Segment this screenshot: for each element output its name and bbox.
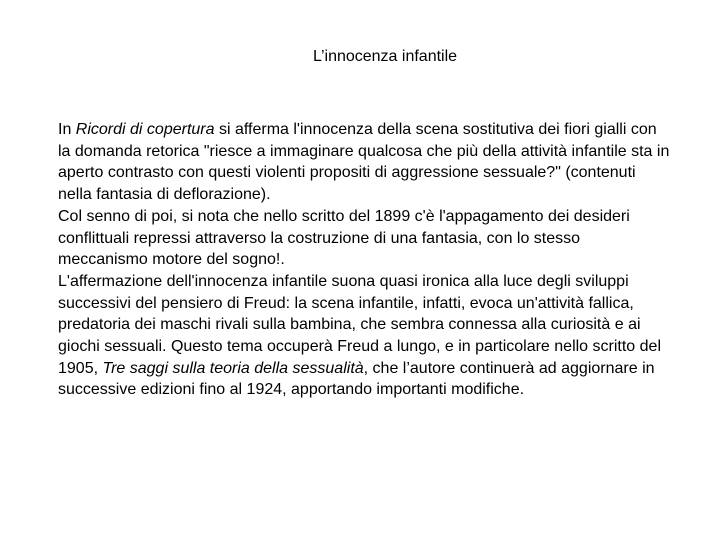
paragraph-ricordi-rest: si afferma l'innocenza della scena sostitutiva dei fiori gialli con la domanda retorica "riesce a immaginare qualcosa che più della attività infantile sta in aperto contrasto con questi violenti propositi di aggressione sessuale?" (contenuti nella fantasia di deflorazione). bbox=[58, 121, 670, 204]
slide-body bbox=[58, 119, 670, 401]
paragraph-ricordi bbox=[58, 119, 670, 206]
slide-title: L’innocenza infantile bbox=[312, 48, 458, 65]
work-title-tre-saggi: Tre saggi sulla teoria della sessualità bbox=[102, 359, 364, 377]
work-title-ricordi-di-copertura: Ricordi di copertura bbox=[75, 121, 215, 138]
paragraph-ricordi-start: In bbox=[58, 121, 76, 138]
paragraph-affermazione-rest: , che l’autore continuerà ad aggiornare in successive edizioni fino al 1924, apportando importanti modifiche. bbox=[58, 359, 655, 399]
paragraph-affermazione bbox=[58, 271, 670, 401]
paragraph-affermazione-start: L'affermazione dell'innocenza infantile suona quasi ironica alla luce degli sviluppi successivi del pensiero di Freud: la scena infantile, infatti, evoca un'attività fallica, predatoria dei maschi rivali sulla bambina, che sembra connessa alla curiosità e ai giochi sessuali. Questo tema occuperà Freud a lungo, e in particolare nello scritto del 1905, bbox=[58, 272, 661, 377]
paragraph-senno-di-poi: Col senno di poi, si nota che nello scritto del 1899 c'è l'appagamento dei desideri conflittuali repressi attraverso la costruzione di una fantasia, con lo stesso meccanismo motore del sogno!. bbox=[58, 207, 630, 269]
